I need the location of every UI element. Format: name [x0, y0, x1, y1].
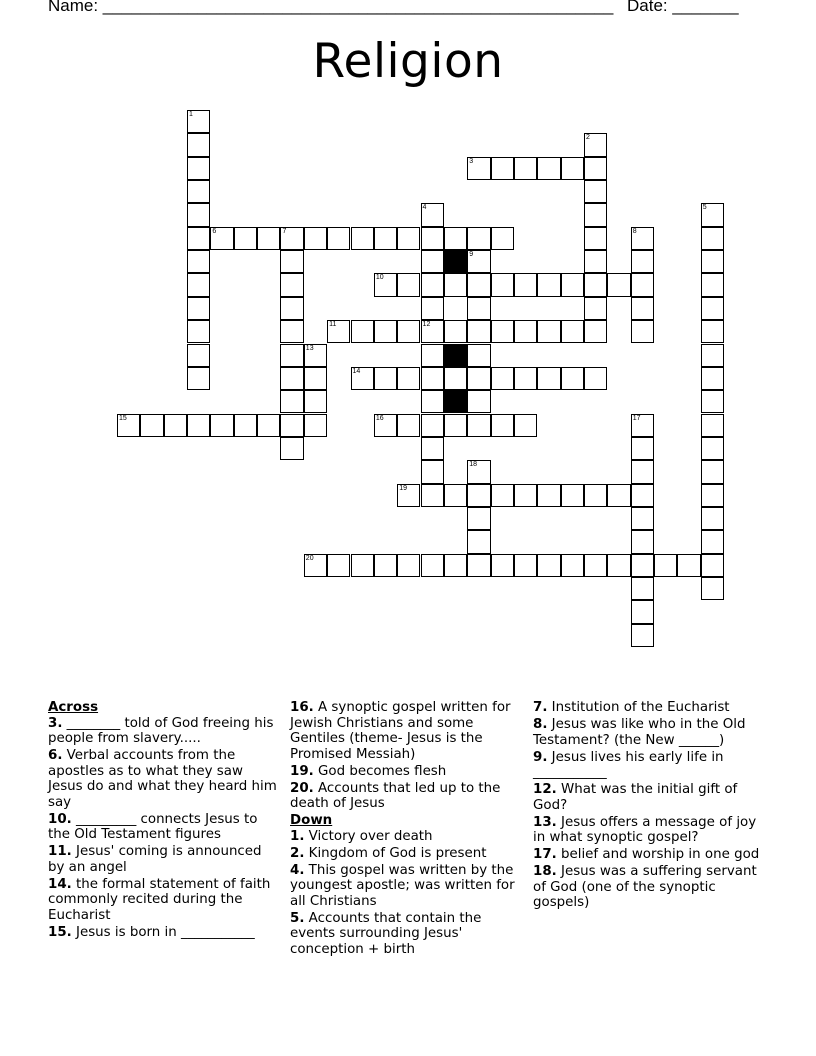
crossword-cell[interactable]	[514, 414, 537, 437]
crossword-clue-number: 7	[282, 227, 287, 235]
crossword-cell[interactable]	[584, 180, 607, 203]
clue-down-8: 8. Jesus was like who in the Old Testament? (the New ______)	[533, 717, 746, 748]
crossword-clue-number: 5	[702, 204, 707, 212]
crossword-cell[interactable]	[187, 250, 210, 273]
crossword-cell[interactable]	[631, 437, 654, 460]
clue-across-10: 10. _________ connects Jesus to the Old Testament figures	[48, 811, 258, 842]
crossword-cell[interactable]	[421, 367, 444, 390]
crossword-cell[interactable]	[514, 157, 537, 180]
crossword-clue-number: 6	[212, 227, 217, 235]
down-heading: Down	[290, 813, 333, 828]
crossword-cell[interactable]	[631, 414, 654, 437]
crossword-cell[interactable]	[631, 507, 654, 530]
clue-across-16: 16. A synoptic gospel written for Jewish Christians and some Gentiles (theme- Jesus is the Promised Messiah)	[290, 700, 511, 762]
crossword-cell[interactable]	[351, 320, 374, 343]
crossword-clue-number: 13	[305, 344, 314, 352]
clue-across-3: 3. ________ told of God freeing his people from slavery.....	[48, 715, 274, 746]
crossword-cell[interactable]	[280, 250, 303, 273]
crossword-cell[interactable]	[187, 180, 210, 203]
crossword-cell[interactable]	[397, 554, 420, 577]
crossword-cell[interactable]	[631, 227, 654, 250]
crossword-cell[interactable]	[327, 554, 350, 577]
crossword-cell[interactable]	[397, 484, 420, 507]
crossword-cell[interactable]	[397, 227, 420, 250]
crossword-cell[interactable]	[421, 484, 444, 507]
crossword-cell[interactable]	[467, 227, 490, 250]
crossword-cell[interactable]	[397, 414, 420, 437]
crossword-cell[interactable]	[397, 273, 420, 296]
crossword-cell[interactable]	[351, 367, 374, 390]
crossword-cell[interactable]	[491, 273, 514, 296]
crossword-clue-number: 10	[375, 274, 384, 282]
crossword-cell[interactable]	[467, 367, 490, 390]
crossword-cell[interactable]	[374, 414, 397, 437]
crossword-cell[interactable]	[187, 344, 210, 367]
clues-column-3	[533, 700, 765, 912]
crossword-cell[interactable]	[467, 554, 490, 577]
crossword-cell[interactable]	[444, 227, 467, 250]
crossword-cell[interactable]	[537, 484, 560, 507]
crossword-cell[interactable]	[584, 203, 607, 226]
crossword-cell[interactable]	[631, 250, 654, 273]
crossword-cell[interactable]	[164, 414, 187, 437]
date-field-label: Date: _______	[627, 0, 739, 15]
crossword-cell[interactable]	[514, 320, 537, 343]
crossword-cell[interactable]	[444, 554, 467, 577]
crossword-cell[interactable]	[117, 414, 140, 437]
crossword-clue-number: 11	[329, 321, 337, 329]
crossword-cell[interactable]	[701, 577, 724, 600]
crossword-cell[interactable]	[467, 530, 490, 553]
crossword-cell[interactable]	[584, 554, 607, 577]
crossword-cell[interactable]	[304, 414, 327, 437]
crossword-cell[interactable]	[701, 227, 724, 250]
crossword-cell[interactable]	[491, 414, 514, 437]
crossword-cell[interactable]	[514, 554, 537, 577]
crossword-cell[interactable]	[444, 484, 467, 507]
crossword-cell[interactable]	[631, 460, 654, 483]
crossword-cell[interactable]	[187, 157, 210, 180]
crossword-clue-number: 2	[586, 134, 590, 142]
crossword-clue-number: 4	[422, 204, 427, 212]
crossword-cell[interactable]	[701, 273, 724, 296]
crossword-cell[interactable]	[467, 273, 490, 296]
crossword-clue-number: 17	[632, 414, 641, 422]
crossword-cell[interactable]	[561, 367, 584, 390]
crossword-cell[interactable]	[280, 344, 303, 367]
crossword-clue-number: 15	[119, 414, 127, 422]
crossword-cell[interactable]	[631, 273, 654, 296]
clue-across-14: 14. the formal statement of faith commonly recited during the Eucharist	[48, 876, 271, 923]
crossword-cell[interactable]	[607, 273, 630, 296]
clue-down-2: 2. Kingdom of God is present	[290, 845, 487, 861]
crossword-cell[interactable]	[327, 227, 350, 250]
crossword-cell[interactable]	[187, 320, 210, 343]
crossword-cell[interactable]	[421, 297, 444, 320]
crossword-cell[interactable]	[421, 344, 444, 367]
crossword-cell[interactable]	[374, 227, 397, 250]
clue-down-7: 7. Institution of the Eucharist	[533, 700, 730, 715]
crossword-cell[interactable]	[327, 320, 350, 343]
crossword-cell[interactable]	[421, 390, 444, 413]
crossword-cell[interactable]	[607, 484, 630, 507]
clues-column-1	[48, 700, 280, 942]
crossword-cell[interactable]	[491, 484, 514, 507]
crossword-cell[interactable]	[374, 367, 397, 390]
crossword-cell[interactable]	[631, 484, 654, 507]
crossword-cell[interactable]	[631, 624, 654, 647]
crossword-cell[interactable]	[491, 227, 514, 250]
clues-column-2	[290, 700, 522, 959]
crossword-cell[interactable]	[584, 133, 607, 156]
crossword-cell[interactable]	[304, 367, 327, 390]
crossword-cell[interactable]	[257, 227, 280, 250]
crossword-cell[interactable]	[584, 250, 607, 273]
crossword-cell[interactable]	[701, 250, 724, 273]
crossword-cell[interactable]	[187, 203, 210, 226]
crossword-cell[interactable]	[701, 484, 724, 507]
crossword-cell[interactable]	[467, 484, 490, 507]
crossword-cell[interactable]	[397, 320, 420, 343]
crossword-cell[interactable]	[467, 460, 490, 483]
crossword-clue-number: 1	[189, 111, 193, 118]
crossword-clue-number: 9	[469, 251, 474, 259]
crossword-cell[interactable]	[491, 554, 514, 577]
crossword-cell[interactable]	[280, 367, 303, 390]
crossword-cell[interactable]	[631, 530, 654, 553]
crossword-cell[interactable]	[444, 367, 467, 390]
crossword-cell[interactable]	[537, 554, 560, 577]
crossword-cell[interactable]	[421, 320, 444, 343]
crossword-cell[interactable]	[257, 414, 280, 437]
crossword-clue-number: 8	[632, 227, 637, 235]
crossword-black-cell	[444, 344, 467, 367]
crossword-clue-number: 19	[399, 484, 407, 492]
crossword-cell[interactable]	[701, 203, 724, 226]
crossword-cell[interactable]	[561, 157, 584, 180]
crossword-clue-number: 16	[375, 414, 384, 422]
crossword-cell[interactable]	[421, 460, 444, 483]
crossword-cell[interactable]	[584, 320, 607, 343]
crossword-cell[interactable]	[607, 554, 630, 577]
crossword-cell[interactable]	[421, 437, 444, 460]
crossword-cell[interactable]	[187, 297, 210, 320]
crossword-cell[interactable]	[701, 414, 724, 437]
crossword-cell[interactable]	[467, 157, 490, 180]
crossword-cell[interactable]	[537, 320, 560, 343]
clue-down-17: 17. belief and worship in one god	[533, 847, 760, 862]
across-heading: Across	[48, 700, 99, 715]
crossword-cell[interactable]	[467, 414, 490, 437]
crossword-clue-number: 3	[469, 157, 474, 165]
crossword-cell[interactable]	[537, 273, 560, 296]
crossword-cell[interactable]	[421, 554, 444, 577]
crossword-cell[interactable]	[467, 344, 490, 367]
crossword-cell[interactable]	[654, 554, 677, 577]
crossword-cell[interactable]	[701, 344, 724, 367]
crossword-cell[interactable]	[280, 273, 303, 296]
crossword-cell[interactable]	[537, 367, 560, 390]
crossword-cell[interactable]	[374, 320, 397, 343]
crossword-cell[interactable]	[374, 273, 397, 296]
crossword-black-cell	[444, 390, 467, 413]
crossword-cell[interactable]	[351, 554, 374, 577]
crossword-cell[interactable]	[280, 227, 303, 250]
crossword-cell[interactable]	[701, 320, 724, 343]
crossword-cell[interactable]	[187, 414, 210, 437]
crossword-cell[interactable]	[584, 273, 607, 296]
crossword-cell[interactable]	[631, 577, 654, 600]
crossword-clue-number: 20	[305, 554, 314, 562]
crossword-black-cell	[444, 250, 467, 273]
clue-across-11: 11. Jesus' coming is announced by an angel	[48, 844, 262, 875]
crossword-cell[interactable]	[421, 227, 444, 250]
clue-across-6: 6. Verbal accounts from the apostles as to what they saw Jesus do and what they heard him say	[48, 748, 277, 810]
crossword-cell[interactable]	[304, 390, 327, 413]
crossword-cell[interactable]	[701, 390, 724, 413]
crossword-cell[interactable]	[187, 227, 210, 250]
crossword-cell[interactable]	[234, 414, 257, 437]
crossword-cell[interactable]	[561, 554, 584, 577]
crossword-cell[interactable]	[491, 157, 514, 180]
clue-down-1: 1. Victory over death	[290, 828, 433, 844]
crossword-cell[interactable]	[304, 227, 327, 250]
clue-down-9: 9. Jesus lives his early life in ___________	[533, 749, 724, 780]
clue-across-15: 15. Jesus is born in ___________	[48, 924, 255, 940]
crossword-cell[interactable]	[467, 297, 490, 320]
crossword-cell[interactable]	[397, 367, 420, 390]
crossword-cell[interactable]	[351, 227, 374, 250]
clue-down-13: 13. Jesus offers a message of joy in what synoptic gospel?	[533, 814, 757, 845]
crossword-clue-number: 18	[469, 461, 478, 469]
crossword-cell[interactable]	[701, 507, 724, 530]
crossword-cell[interactable]	[701, 554, 724, 577]
crossword-cell[interactable]	[491, 367, 514, 390]
crossword-cell[interactable]	[584, 297, 607, 320]
page-title: Religion	[312, 34, 504, 89]
clue-across-20: 20. Accounts that led up to the death of Jesus	[290, 780, 501, 811]
crossword-cell[interactable]	[140, 414, 163, 437]
clue-down-4: 4. This gospel was written by the youngest apostle; was written for all Christians	[290, 862, 515, 909]
crossword-cell[interactable]	[491, 320, 514, 343]
crossword-cell[interactable]	[701, 530, 724, 553]
clue-down-18: 18. Jesus was a suffering servant of God (one of the synoptic gospels)	[533, 864, 757, 910]
crossword-cell[interactable]	[304, 344, 327, 367]
crossword-cell[interactable]	[561, 320, 584, 343]
crossword-cell[interactable]	[444, 414, 467, 437]
crossword-cell[interactable]	[467, 507, 490, 530]
crossword-cell[interactable]	[210, 227, 233, 250]
crossword-cell[interactable]	[280, 320, 303, 343]
clue-down-5: 5. Accounts that contain the events surrounding Jesus' conception + birth	[290, 910, 482, 957]
crossword-clue-number: 14	[352, 367, 361, 375]
clue-across-19: 19. God becomes flesh	[290, 763, 447, 779]
crossword-cell[interactable]	[514, 367, 537, 390]
clue-down-12: 12. What was the initial gift of God?	[533, 782, 738, 813]
crossword-cell[interactable]	[280, 390, 303, 413]
crossword-cell[interactable]	[514, 273, 537, 296]
crossword-cell[interactable]	[234, 227, 257, 250]
crossword-cell[interactable]	[280, 297, 303, 320]
crossword-cell[interactable]	[421, 414, 444, 437]
crossword-cell[interactable]	[584, 227, 607, 250]
crossword-cell[interactable]	[280, 414, 303, 437]
crossword-cell[interactable]	[584, 484, 607, 507]
crossword-cell[interactable]	[701, 437, 724, 460]
crossword-cell[interactable]	[187, 273, 210, 296]
name-field-label: Name: ______________________________________________________	[48, 0, 614, 15]
crossword-cell[interactable]	[631, 600, 654, 623]
crossword-cell[interactable]	[561, 273, 584, 296]
crossword-cell[interactable]	[304, 554, 327, 577]
crossword-cell[interactable]	[187, 133, 210, 156]
crossword-cell[interactable]	[561, 484, 584, 507]
crossword-cell[interactable]	[701, 297, 724, 320]
crossword-cell[interactable]	[537, 157, 560, 180]
crossword-cell[interactable]	[467, 250, 490, 273]
crossword-cell[interactable]	[677, 554, 700, 577]
crossword-cell[interactable]	[280, 437, 303, 460]
crossword-cell[interactable]	[210, 414, 233, 437]
crossword-cell[interactable]	[421, 250, 444, 273]
crossword-cell[interactable]	[444, 273, 467, 296]
crossword-cell[interactable]	[467, 320, 490, 343]
crossword-cell[interactable]	[187, 367, 210, 390]
crossword-cell[interactable]	[187, 110, 210, 133]
crossword-cell[interactable]	[444, 320, 467, 343]
crossword-cell[interactable]	[421, 203, 444, 226]
crossword-cell[interactable]	[701, 460, 724, 483]
crossword-cell[interactable]	[631, 320, 654, 343]
crossword-cell[interactable]	[584, 157, 607, 180]
crossword-clue-number: 12	[422, 321, 431, 329]
crossword-cell[interactable]	[631, 554, 654, 577]
crossword-cell[interactable]	[421, 273, 444, 296]
crossword-cell[interactable]	[514, 484, 537, 507]
crossword-cell[interactable]	[374, 554, 397, 577]
crossword-cell[interactable]	[584, 367, 607, 390]
crossword-cell[interactable]	[467, 390, 490, 413]
crossword-cell[interactable]	[631, 297, 654, 320]
crossword-cell[interactable]	[701, 367, 724, 390]
